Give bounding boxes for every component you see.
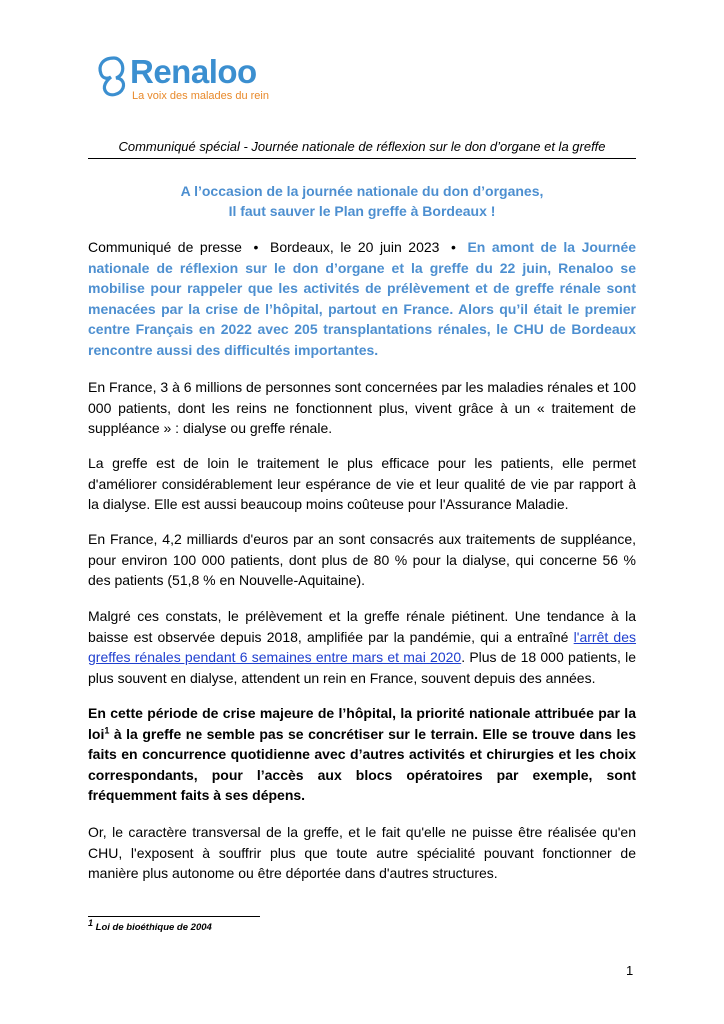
header-title: Communiqué spécial - Journée nationale de réflexion sur le don d’organe et la greffe: [118, 139, 606, 154]
intro-paragraph: [88, 237, 636, 360]
paragraph-5-text-b: à la greffe ne semble pas se concrétiser sur le terrain. Elle se trouve dans les faits en concurrence quotidienne avec d’autres activités et chirurgies et les choix correspondants, pour l’accès aux blocs opératoires par exemple, sont fréquemment faits à ses dépens.: [88, 725, 636, 803]
headline-line-1: A l’occasion de la journée nationale du don d’organes,: [180, 183, 544, 199]
header-rule: [88, 158, 636, 159]
footnote-rule: [88, 916, 260, 917]
separator: •: [451, 239, 456, 255]
logo-name: Renaloo: [130, 53, 257, 90]
paragraph-1: En France, 3 à 6 millions de personnes sont concernées par les maladies rénales et 100 000 patients, dont les reins ne fonctionnent plus, vivent grâce à un « traitement de suppléance » : dialyse ou greffe rénale.: [88, 379, 636, 436]
paragraph-2: La greffe est de loin le traitement le plus efficace pour les patients, elle permet d'améliorer considérablement leur espérance de vie et leur qualité de vie par rapport à la dialyse. Elle est aussi beaucoup moins coûteuse pour l'Assurance Maladie.: [88, 455, 636, 512]
footnote: [88, 917, 212, 935]
headline-line-2: Il faut sauver le Plan greffe à Bordeaux !: [228, 203, 496, 219]
paragraph-4-text-b: . Plus de 18 000 patients, le plus souvent en dialyse, attendent un rein en France, souvent depuis des années.: [88, 649, 636, 686]
footnote-reference[interactable]: 1: [104, 724, 110, 735]
renaloo-logo: [94, 52, 294, 112]
paragraph-4-text-a: Malgré ces constats, le prélèvement et la greffe rénale piétinent. Une tendance à la baisse est observée depuis 2018, amplifiée par la pandémie, qui a entraîné: [88, 608, 636, 645]
paragraph-3: En France, 4,2 milliards d'euros par an sont consacrés aux traitements de suppléance, pour environ 100 000 patients, dont plus de 80 % pour la dialyse, qui concerne 56 % des patients (51,8 % en Nouvelle-Aquitaine).: [88, 531, 636, 588]
intro-highlight: En amont de la Journée nationale de réflexion sur le don d’organe et la greffe du 22 juin, Renaloo se mobilise pour rappeler que les activités de prélèvement et de greffe rénale sont menacées par la crise de l’hôpital, partout en France. Alors qu’il était le premier centre Français en 2022 avec 205 transplantations rénales, le CHU de Bordeaux rencontre aussi des difficultés importantes.: [88, 239, 637, 358]
paragraph-4: [88, 606, 636, 688]
greffes-arret-link[interactable]: l'arrêt des greffes rénales pendant 6 semaines entre mars et mai 2020: [88, 628, 637, 665]
footnote-text: Loi de bioéthique de 2004: [95, 922, 212, 933]
logo-tagline: La voix des malades du rein: [132, 90, 269, 102]
separator: •: [253, 239, 259, 255]
paragraph-5-text-a: En cette période de crise majeure de l’hôpital, la priorité nationale attribuée par la loi: [88, 705, 636, 742]
renaloo-logo-icon: [94, 54, 128, 98]
press-release-label: Communiqué de presse: [88, 239, 242, 255]
headline: [88, 181, 636, 221]
dateline: Bordeaux, le 20 juin 2023: [270, 239, 440, 255]
paragraph-5: [88, 703, 636, 806]
footnote-marker: 1: [88, 917, 94, 928]
page-number: 1: [626, 963, 634, 978]
paragraph-6: Or, le caractère transversal de la greffe, et le fait qu'elle ne puisse être réalisée qu'en CHU, l'exposent à souffrir plus que toute autre spécialité pouvant fonctionner de manière plus autonome ou être déportée dans d'autres structures.: [88, 824, 636, 881]
